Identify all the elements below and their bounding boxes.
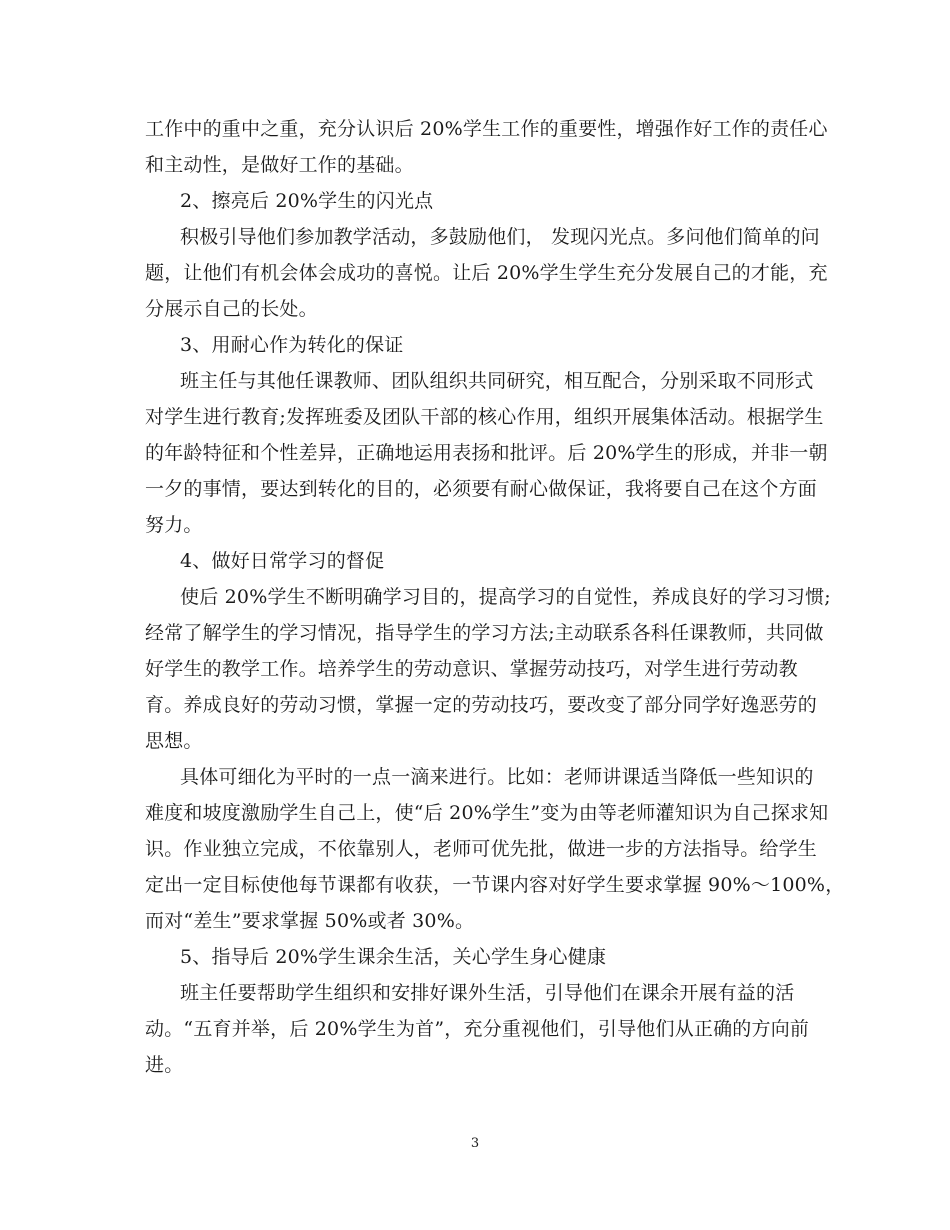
text-line: 经常了解学生的学习情况，指导学生的学习方法;主动联系各科任课教师，共同做: [145, 622, 824, 644]
text-line: 一夕的事情，要达到转化的目的，必须要有耐心做保证，我将要自己在这个方面: [145, 478, 818, 500]
text-line: 好学生的教学工作。培养学生的劳动意识、掌握劳动技巧，对学生进行劳动教: [145, 658, 798, 680]
section-heading: 2、擦亮后 20%学生的闪光点: [180, 190, 434, 212]
text-line: 动。“五育并举，后 20%学生为首”，充分重视他们，引导他们从正确的方向前: [145, 1018, 810, 1040]
text-line: 的年龄特征和个性差异，正确地运用表扬和批评。后 20%学生的形成，并非一朝: [145, 442, 828, 464]
text-line: 而对“差生”要求掌握 50%或者 30%。: [145, 910, 475, 932]
text-line: 题，让他们有机会体会成功的喜悦。让后 20%学生学生充分发展自己的才能，充: [145, 262, 828, 284]
text-line: 积极引导他们参加教学活动，多鼓励他们， 发现闪光点。多问他们简单的问: [180, 226, 820, 248]
text-line: 和主动性，是做好工作的基础。: [145, 154, 414, 176]
text-line: 难度和坡度激励学生自己上，使“后 20%学生”变为由等老师灌知识为自己探求知: [145, 802, 829, 824]
text-line: 班主任与其他任课教师、团队组织共同研究，相互配合，分别采取不同形式: [180, 370, 814, 392]
section-heading: 3、用耐心作为转化的保证: [180, 334, 404, 356]
text-line: 工作中的重中之重，充分认识后 20%学生工作的重要性，增强作好工作的责任心: [145, 118, 828, 140]
text-line: 识。作业独立完成，不依靠别人，老师可优先批，做进一步的方法指导。给学生: [145, 838, 818, 860]
section-heading: 5、指导后 20%学生课余生活，关心学生身心健康: [180, 946, 607, 968]
text-line: 思想。: [145, 730, 203, 752]
text-line: 分展示自己的长处。: [145, 298, 318, 320]
page-number: 3: [470, 1136, 480, 1151]
text-line: 使后 20%学生不断明确学习目的，提高学习的自觉性，养成良好的学习习惯;: [180, 586, 831, 608]
text-line: 育。养成良好的劳动习惯，掌握一定的劳动技巧，要改变了部分同学好逸恶劳的: [145, 694, 818, 716]
text-line: 努力。: [145, 514, 203, 536]
text-line: 进。: [145, 1054, 184, 1076]
text-line: 对学生进行教育;发挥班委及团队干部的核心作用，组织开展集体活动。根据学生: [145, 406, 824, 428]
text-line: 具体可细化为平时的一点一滴来进行。比如：老师讲课适当降低一些知识的: [180, 766, 814, 788]
text-line: 定出一定目标使他每节课都有收获，一节课内容对好学生要求掌握 90%～100%，: [145, 874, 845, 896]
text-line: 班主任要帮助学生组织和安排好课外生活，引导他们在课余开展有益的活: [180, 982, 795, 1004]
section-heading: 4、做好日常学习的督促: [180, 550, 385, 572]
